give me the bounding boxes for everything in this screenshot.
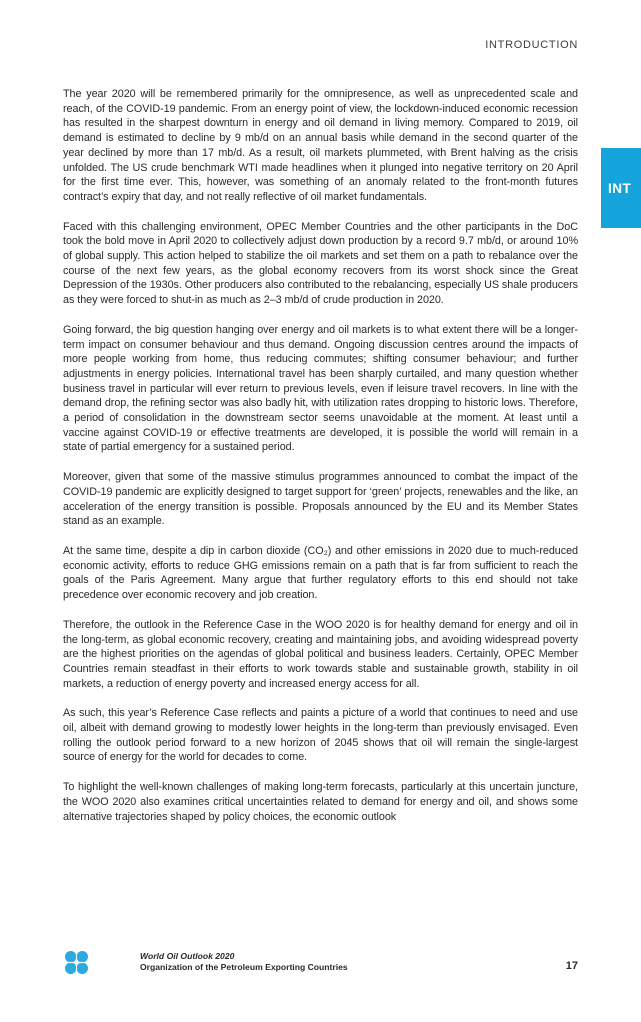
paragraph: Faced with this challenging environment, OPEC Member Countries and the other participants in the DoC took the bold move in April 2020 to collectively adjust down production by a record 9.7 mb/d, or around 10% of global supply. This action helped to stabilize the oil markets and set them on a path to rebalance over the course of the next few years, as the global economy recovers from its worst shock since the Great Depression of the 1930s. Other producers also contributed to the rebalancing, especially US shale producers as they were forced to shut-in as much as 2–3 mb/d of crude production in 2020. [63, 220, 579, 307]
footer-organization: Organization of the Petroleum Exporting Countries [140, 962, 348, 972]
running-header [63, 39, 578, 51]
page-number: 17 [565, 960, 578, 972]
opec-logo-icon [65, 951, 88, 974]
body-text [63, 87, 578, 839]
section-tab-label: INT [608, 180, 632, 196]
footer-imprint [140, 951, 348, 973]
paragraph: Moreover, given that some of the massive stimulus programmes announced to combat the impact of the COVID-19 pandemic are explicitly designed to target support for ‘green’ projects, renewables and the like, an acceleration of the energy transition is possible. Proposals announced by the EU and its Member States stand as an example. [63, 471, 578, 528]
paragraph: The year 2020 will be remembered primarily for the omnipresence, as well as unprecedented scale and reach, of the COVID-19 pandemic. From an energy point of view, the lockdown-induced economic recession has resulted in the sharpest downturn in energy and oil demand in living memory. Compared to 2019, oil demand is estimated to decline by 9 mb/d on an annual basis while demand in the second quarter of the year declined by more than 17 mb/d. As a result, oil markets plummeted, with Brent halving as the crisis unfolded. The US crude benchmark WTI made headlines when it plunged into negative territory on 20 April for the first time ever. This, however, was something of an anomaly related to the front-month futures contract’s expiry that day, and not really reflective of oil market fundamentals. [63, 88, 578, 203]
paragraph: To highlight the well-known challenges of making long-term forecasts, particularly at this uncertain juncture, the WOO 2020 also examines critical uncertainties related to demand for energy and oil, and shows some alternative trajectories shaped by policy choices, the economic outlook [63, 781, 578, 823]
paragraph: Going forward, the big question hanging over energy and oil markets is to what extent there will be a longer-term impact on consumer behaviour and thus demand. Ongoing discussion centres around the impacts of more people working from home, thus reducing commutes; shifting consumer behaviour; and further adjustments in energy policies. International travel has been sharply curtailed, and many question whether business travel in particular will ever return to previous levels, even if leisure travel recovers. In line with the demand drop, the refining sector was also badly hit, with utilization rates dropping to historic lows. Therefore, a period of consolidation in the downstream sector seems unavoidable at the moment. At least until a vaccine against COVID-19 or effective treatments are developed, it is possible the world will remain in a state of partial emergency for a sustained period. [63, 323, 578, 454]
section-tab-int[interactable] [601, 148, 641, 228]
page-footer [63, 949, 578, 977]
paragraph: Therefore, the outlook in the Reference Case in the WOO 2020 is for healthy demand for energy and oil in the long-term, as global economic recovery, creating and maintaining jobs, and avoiding widespread poverty are the highest priorities on the agendas of global political and business leaders. Certainly, OPEC Member Countries remain steadfast in their efforts to work towards stable and sustainable growth, stability in oil markets, a reduction of energy poverty and increased energy access for all. [63, 618, 578, 690]
section-title: INTRODUCTION [485, 39, 578, 51]
paragraph: At the same time, despite a dip in carbon dioxide (CO₂) and other emissions in 2020 due to much-reduced economic activity, efforts to reduce GHG emissions remain on a path that is far from sufficient to reach the goals of the Paris Agreement. Many argue that further regulatory efforts to this end should not take precedence over economic recovery and job creation. [63, 544, 578, 602]
paragraph: As such, this year’s Reference Case reflects and paints a picture of a world that continues to need and use oil, albeit with demand growing to modestly lower heights in the long-term than previously envisaged. Even rolling the outlook period forward to a new horizon of 2045 shows that oil will remain the single-largest source of energy for the world for decades to come. [63, 707, 578, 764]
footer-book-title: World Oil Outlook 2020 [140, 951, 235, 961]
